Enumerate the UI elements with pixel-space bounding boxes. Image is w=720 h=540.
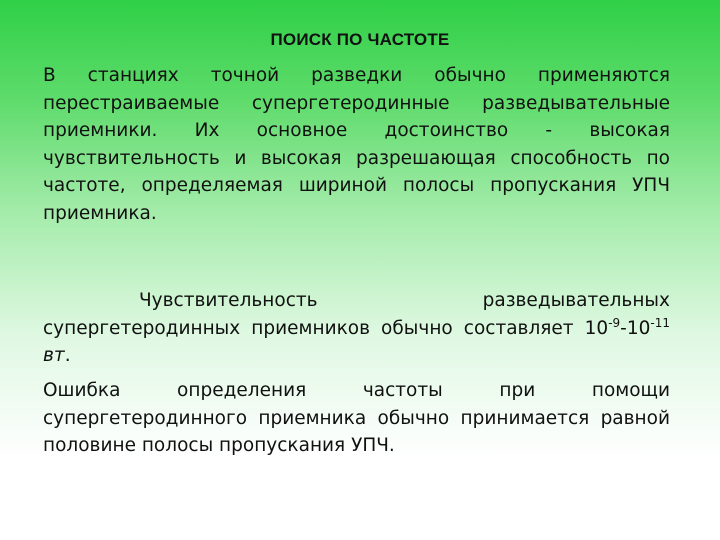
paragraph-intro: В станциях точной разведки обычно применяются перестраиваемые супергетеродинные разведывательные приемники. Их основное достоинство - высокая чувствительность и высокая разрешающая способность по частоте, определяемая шириной полосы пропускания УПЧ приемника. — [43, 65, 670, 224]
sensitivity-exponent-1: -9 — [608, 315, 621, 330]
paragraph-error: Ошибка определения частоты при помощи супергетеродинного приемника обычно принимается равной половине полосы пропускания УПЧ. — [43, 380, 670, 456]
paragraph-sensitivity — [43, 287, 670, 370]
sensitivity-base-2: 10 — [626, 317, 651, 339]
paragraph-sensitivity-text: Чувствительность разведывательных супергетеродинных приемников обычно составляет — [43, 290, 670, 339]
sensitivity-base-1: 10 — [584, 317, 609, 339]
slide-title: ПОИСК ПО ЧАСТОТЕ — [270, 30, 450, 49]
sensitivity-dash: - — [620, 317, 627, 339]
sensitivity-period: . — [64, 345, 71, 366]
sensitivity-unit: вт — [43, 345, 65, 366]
sensitivity-exponent-2: -11 — [650, 315, 670, 330]
